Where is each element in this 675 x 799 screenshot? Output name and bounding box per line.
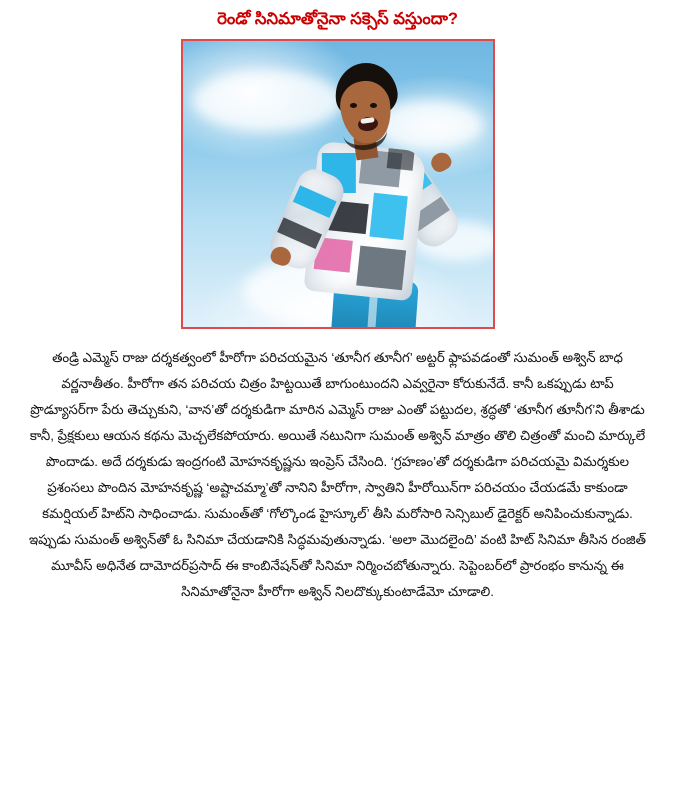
article-paragraph: తండ్రి ఎమ్మెస్ రాజు దర్శకత్వంలో హీరోగా పరిచయమైన ‘తూనీగ తూనీగ’ అట్టర్ ఫ్లాపవడంతో సుమంత్ అశ్విన్ బాధ వర్ణనాతీతం. హీరోగా తన పరిచయ చిత్రం హిట్టయితే బాగుంటుందని ఎవ్వరైనా కోరుకునేదే. కానీ ఒకప్పుడు టాప్ ప్రొడ్యూసర్‌గా పేరు తెచ్చుకుని, ‘వాన’తో దర్శకుడిగా మారిన ఎమ్మెస్ రాజు ఎంతో పట్టుదల, శ్రద్ధతో ‘తూనీగ తూనీగ’ని తీశాడు కానీ, ప్రేక్షకులు ఆయన కథను మెచ్చలేకపోయారు. అయితే నటునిగా సుమంత్ అశ్విన్ మాత్రం తొలి చిత్రంతో మంచి మార్కులే పొందాడు. అదే దర్శకుడు ఇంద్రగంటి మోహనకృష్ణను ఇంప్రెస్ చేసింది. ‘గ్రహణం’తో దర్శకుడిగా పరిచయమై విమర్శకుల ప్రశంసలు పొందిన మోహనకృష్ణ ‘అష్టాచమ్మా’తో నానిని హీరోగా, స్వాతిని హీరోయిన్‌గా పరిచయం చేయడమే కాకుండా కమర్షియల్ హిట్‌ని సాధించాడు. సుమంత్‌తో ‘గోల్కొండ హైస్కూల్’ తీసి మరోసారి సెన్సిబుల్ డైరెక్టర్ అనిపించుకున్నాడు. ఇప్పుడు సుమంత్ అశ్విన్‌తో ఓ సినిమా చేయడానికి సిద్ధమవుతున్నాడు. ‘అలా మొదలైంది’ వంటి హిట్ సినిమా తీసిన రంజిత్ మూవీస్ అధినేత దామోదర్‌ప్రసాద్ ఈ కాంబినేషన్‌తో సినిమా నిర్మించబోతున్నారు. సెప్టెంబర్‌లో ప్రారంభం కానున్న ఈ సినిమాతోనైనా హీరోగా అశ్విన్ నిలదొక్కుకుంటాడేమో చూడాలి. (28, 349, 646, 599)
article-hero-image (181, 39, 495, 329)
right-hand (427, 149, 453, 175)
actor-figure (183, 41, 493, 327)
left-eye (350, 103, 357, 108)
right-eye (370, 103, 377, 108)
article-body (26, 345, 649, 605)
page-title: రెండో సినిమాతోనైనా సక్సెస్ వస్తుందా? (217, 10, 458, 28)
